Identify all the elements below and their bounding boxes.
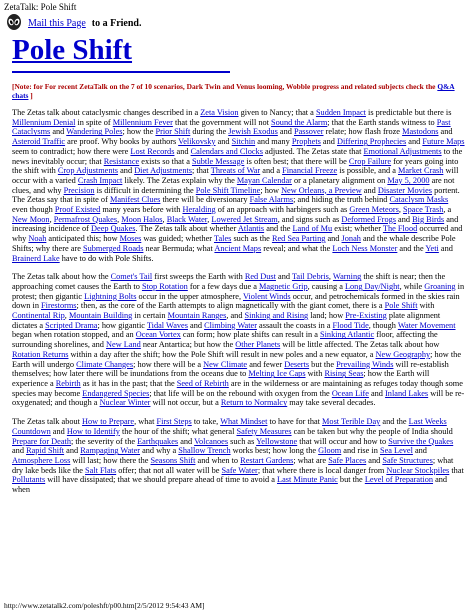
- topic-link[interactable]: False Alarms: [249, 195, 294, 205]
- paragraph: [12, 417, 465, 495]
- topic-link[interactable]: Yeti: [425, 243, 439, 253]
- topic-link[interactable]: Past Cataclysms: [12, 117, 451, 137]
- paragraph-text: even though: [12, 205, 55, 215]
- paragraph-text: are not clues, and why: [12, 175, 455, 195]
- paragraph-text: given to Nancy; that a: [238, 108, 316, 117]
- paragraph-text: is possible, and a: [337, 166, 398, 176]
- topic-link[interactable]: Brainerd Lake: [12, 253, 60, 263]
- topic-link[interactable]: Submerged Roads: [82, 243, 144, 253]
- topic-link[interactable]: Climbing Water: [204, 320, 257, 330]
- topic-link[interactable]: Magnetic Grip: [259, 281, 308, 291]
- paragraph-text: during the: [190, 127, 229, 137]
- topic-link[interactable]: Safety Measures: [236, 426, 292, 436]
- paragraph-text: and increasing incidence of: [12, 214, 459, 234]
- topic-link[interactable]: New Climate: [203, 359, 248, 369]
- paragraph-text: and rise in: [341, 446, 380, 456]
- paragraph-text: ; how: [260, 185, 282, 195]
- topic-link[interactable]: Mountain Building: [68, 311, 133, 321]
- paragraph-text: to take,: [191, 417, 221, 427]
- paragraph-text: relate; how flash froze: [323, 127, 403, 137]
- paragraph-text: ; what are: [293, 455, 329, 465]
- topic-link[interactable]: What Mindset: [220, 417, 268, 427]
- paragraph-text: can form; how plate shifts can result in a: [180, 330, 320, 340]
- paragraph-text: and when to: [195, 455, 241, 465]
- topic-link[interactable]: Salt Flats: [85, 465, 117, 475]
- topic-link[interactable]: Differing Prophecies: [337, 137, 407, 147]
- paragraph-text: as it has in the past; that the: [80, 378, 177, 388]
- paragraph-text: first sweeps the Earth with: [152, 272, 245, 282]
- paragraph-text: ; then, as the core of the Earth attempts to align magnetically with the giant comet, there is a: [76, 301, 385, 311]
- topic-link[interactable]: Permafrost Quakes: [53, 214, 118, 224]
- paragraph-text: , though: [368, 320, 398, 330]
- paragraph-text: portent. The Zetas say that in spite of: [12, 185, 460, 205]
- topic-link[interactable]: Financial Freeze: [282, 166, 338, 176]
- paragraph-text: and: [118, 166, 135, 176]
- paragraph-text: ; what dry lake beds like the: [12, 455, 454, 475]
- topic-link[interactable]: Prior Shift: [155, 127, 191, 137]
- paragraph-text: and: [215, 137, 232, 147]
- paragraph-text: and the: [380, 417, 409, 427]
- paragraph-text: is predictable but there is: [365, 108, 452, 117]
- topic-link[interactable]: Pole Shift: [384, 301, 418, 311]
- topic-link[interactable]: Rampaging Water: [80, 446, 141, 456]
- topic-link[interactable]: Water Movement: [397, 320, 456, 330]
- topic-link[interactable]: Restart Gardens: [240, 455, 294, 465]
- topic-link[interactable]: Yellowstone: [256, 436, 298, 446]
- qa-chats-link[interactable]: Q&A chats: [12, 82, 455, 100]
- topic-link[interactable]: Market Crash: [398, 166, 444, 176]
- paragraph-text: The Zetas talk about how the: [12, 272, 111, 282]
- paragraph-text: works best; how long the: [230, 446, 319, 456]
- paragraph-text: will have dissipated; that we should prepare ahead of time to avoid a: [45, 475, 277, 485]
- topic-link[interactable]: Mountain Ranges: [167, 311, 227, 321]
- paragraph-text: ; that where there is local danger from: [257, 465, 387, 475]
- page-header-title: ZetaTalk: Pole Shift: [4, 2, 77, 12]
- paragraph-text: The Zetas talk about cataclysmic changes described in a: [12, 108, 201, 117]
- paragraph-text: and: [187, 320, 205, 330]
- topic-link[interactable]: Precision: [63, 185, 95, 195]
- topic-link[interactable]: Lost Records: [130, 146, 175, 156]
- topic-link[interactable]: Tail Debris: [291, 272, 329, 282]
- topic-link[interactable]: Level of Preparation: [364, 475, 434, 485]
- paragraph-text: and: [406, 137, 423, 147]
- topic-link[interactable]: Asteroid Traffic: [12, 137, 66, 147]
- paragraph-text: the shift is near; then the approaching comet causes the Earth to: [12, 272, 446, 291]
- paragraph-text: occur, and petrochemicals formed in the skies rain down in: [12, 291, 460, 311]
- paragraph-text: and: [361, 185, 378, 195]
- paragraph-text: and: [277, 127, 294, 137]
- paragraph-text: and why a: [140, 446, 179, 456]
- paragraph-text: ; that the Earth stands witness to: [327, 117, 437, 127]
- paragraph-text: to the news inevitably occur; that: [12, 146, 463, 166]
- paragraph-text: , while: [399, 281, 425, 291]
- paragraph-text: ,: [64, 311, 69, 321]
- paragraph-text: ,: [328, 272, 333, 282]
- paragraph-text: and: [174, 146, 191, 156]
- topic-link[interactable]: Nuclear Winter: [99, 398, 151, 408]
- topic-link[interactable]: Earthquakes: [137, 436, 179, 446]
- topic-link[interactable]: Violent Winds: [242, 291, 291, 301]
- topic-link[interactable]: Jewish Exodus: [228, 127, 278, 137]
- topic-link[interactable]: Last Minute Panic: [277, 475, 338, 485]
- paragraph-text: likely. The Zetas explain why the: [122, 175, 237, 185]
- paragraph-text: ,: [49, 214, 54, 224]
- topic-link[interactable]: Warning: [332, 272, 362, 282]
- paragraph-text: with: [417, 301, 435, 311]
- topic-link[interactable]: Zeta Vision: [200, 108, 239, 117]
- topic-link[interactable]: Seasons Shift: [150, 455, 196, 465]
- paragraph-text: are in the wilderness or are maintaining as refuges today though some species may become: [12, 378, 463, 398]
- topic-link[interactable]: Proof Existed: [54, 205, 101, 215]
- paragraph-text: is difficult in determining the: [94, 185, 196, 195]
- topic-link[interactable]: Comet's Tail: [110, 272, 153, 282]
- paragraph-text: , and signs such as: [277, 214, 342, 224]
- paragraph-text: offer; that not all water will be: [116, 465, 222, 475]
- topic-link[interactable]: Return to Normalcy: [220, 398, 288, 408]
- topic-link[interactable]: Tidal Waves: [146, 320, 188, 330]
- topic-link[interactable]: Jonah: [341, 234, 361, 244]
- paragraph: [12, 108, 465, 263]
- paragraph-text: that will occur and how to: [297, 436, 389, 446]
- page-url-footer: http://www.zetatalk2.com/poleshft/p00.htm[2/5/2012 9:54:43 AM]: [4, 601, 205, 610]
- topic-link[interactable]: Rebirth: [55, 378, 81, 388]
- recent-note: [12, 82, 464, 100]
- paragraph-text: ; how there will be a: [133, 359, 204, 369]
- topic-link[interactable]: Millennium Fever: [112, 117, 173, 127]
- topic-link[interactable]: Most Terible Day: [322, 417, 381, 427]
- topic-link[interactable]: Last Weeks Countdown: [12, 417, 447, 436]
- paragraph-text: and many: [255, 137, 292, 147]
- topic-link[interactable]: Threats of War: [210, 166, 261, 176]
- topic-link[interactable]: Groaning: [424, 281, 456, 291]
- topic-link[interactable]: Diet Adjustments: [134, 166, 193, 176]
- topic-link[interactable]: Flood Tide: [332, 320, 369, 330]
- topic-link[interactable]: Prepare for Death: [12, 436, 71, 446]
- paragraph-text: and: [275, 272, 292, 282]
- paragraph-text: and: [325, 234, 342, 244]
- topic-link[interactable]: Land of Mu: [292, 224, 333, 234]
- paragraph-text: ; that life will be on the rebound with oxygen from the: [149, 388, 332, 398]
- paragraph-text: may take several decades.: [287, 398, 376, 408]
- topic-link[interactable]: Sinking Atlantic: [320, 330, 375, 340]
- topic-link[interactable]: Emotional Adjustments: [363, 146, 442, 156]
- topic-link[interactable]: Other Planets: [235, 340, 281, 350]
- paragraph-text: ; how the: [122, 127, 156, 137]
- topic-link[interactable]: Sudden Impact: [315, 108, 366, 117]
- topic-link[interactable]: Sound the Alarm: [271, 117, 328, 127]
- topic-link[interactable]: Cataclysm Masks: [389, 195, 449, 205]
- mail-friend-bar: [6, 14, 142, 32]
- paragraph-text: began when rotation stopped, and an: [12, 330, 136, 340]
- paragraph-text: and: [395, 214, 413, 224]
- paragraph-text: ; that: [192, 166, 211, 176]
- paragraph-text: and: [438, 243, 453, 253]
- paragraph-text: with: [305, 369, 325, 379]
- paragraph-text: of an approach with harbingers such as: [215, 205, 350, 215]
- topic-link[interactable]: Green Meteors: [349, 205, 399, 215]
- paragraph-text: and: [368, 388, 386, 398]
- topic-link[interactable]: Crop Failure: [348, 156, 392, 166]
- article-body: [12, 108, 465, 504]
- topic-link[interactable]: How to Prepare: [82, 417, 135, 427]
- topic-link[interactable]: New Geography: [375, 349, 431, 359]
- topic-link[interactable]: Prophets: [291, 137, 321, 147]
- paragraph-text: ; and hiding the truth behind: [293, 195, 390, 205]
- paragraph-text: exists so that a: [139, 156, 192, 166]
- topic-link[interactable]: Long Day/Night: [344, 281, 400, 291]
- topic-link[interactable]: New Orleans, a Preview: [281, 185, 362, 195]
- paragraph-text: near Bermuda; what: [143, 243, 215, 253]
- paragraph-text: ,: [398, 205, 404, 215]
- topic-link[interactable]: Moon Halos: [121, 214, 163, 224]
- topic-link[interactable]: Deep Quakes: [91, 224, 136, 234]
- topic-link[interactable]: Mayan Calendar: [236, 175, 292, 185]
- topic-link[interactable]: Atmosphere Loss: [12, 455, 71, 465]
- topic-link[interactable]: Volcanoes: [194, 436, 229, 446]
- topic-link[interactable]: Red Dust: [244, 272, 276, 282]
- mail-page-tail: to a Friend.: [91, 17, 142, 29]
- paragraph-text: floor, affecting the surrounding shorelines, and: [12, 330, 438, 350]
- paragraph-text: the hour of the shift; what general: [119, 426, 237, 436]
- paragraph-text: and the whale describe Pole Shifts; why there are: [12, 234, 456, 253]
- topic-link[interactable]: Atlantis: [237, 224, 265, 234]
- topic-link[interactable]: Endangered Species: [82, 388, 150, 398]
- paragraph-text: plate alignment dictates a: [12, 311, 441, 330]
- paragraph-text: , and: [226, 311, 245, 321]
- topic-link[interactable]: Manifest Clues: [109, 195, 161, 205]
- topic-link[interactable]: The Flood: [382, 224, 418, 234]
- topic-link[interactable]: Shallow Trench: [178, 446, 231, 456]
- paragraph-text: can be taken but why the people of India should: [291, 426, 453, 436]
- paragraph-text: and the: [264, 224, 293, 234]
- topic-link[interactable]: Tales: [213, 234, 232, 244]
- paragraph-text: will occur with a varied: [12, 166, 459, 185]
- topic-link[interactable]: May 5, 2000: [387, 175, 430, 185]
- paragraph-text: in certain: [132, 311, 168, 321]
- topic-link[interactable]: Continental Rip: [12, 311, 65, 321]
- topic-link[interactable]: Moses: [119, 234, 142, 244]
- paragraph-text: and: [366, 455, 383, 465]
- paragraph-text: The Zetas talk about: [12, 417, 83, 427]
- topic-link[interactable]: Climate Changes: [76, 359, 134, 369]
- paragraph-text: within a day after the shift; how the Pole Shift will result in new poles and a new equator, a: [68, 349, 376, 359]
- topic-link[interactable]: Space Trash: [403, 205, 444, 215]
- topic-link[interactable]: Lowered Jet Stream: [211, 214, 278, 224]
- topic-link[interactable]: Safe Places: [328, 455, 367, 465]
- paragraph-text: anticipated this; how: [46, 234, 120, 244]
- paragraph-text: and the: [397, 243, 426, 253]
- paragraph-text: in spite of: [75, 117, 113, 127]
- topic-link[interactable]: Calendars and Clocks: [190, 146, 263, 156]
- topic-link[interactable]: Big Birds: [412, 214, 445, 224]
- topic-link[interactable]: Survive the Quakes: [388, 436, 454, 446]
- paragraph-text: such as: [228, 436, 257, 446]
- paragraph-text: and: [64, 446, 81, 456]
- paragraph-text: that: [449, 465, 464, 475]
- topic-link[interactable]: Loch Ness Monster: [332, 243, 398, 253]
- paragraph-text: or a planetary alignment on: [291, 175, 388, 185]
- paragraph-text: for a few days due a: [187, 281, 259, 291]
- paragraph-text: will not occur, but a: [150, 398, 221, 408]
- note-tail: ]: [28, 91, 33, 100]
- topic-link[interactable]: Seed of Rebirth: [176, 378, 229, 388]
- topic-link[interactable]: Sitchin: [231, 137, 256, 147]
- paragraph-text: ; the severity of the: [70, 436, 138, 446]
- topic-link[interactable]: Velikovsky: [178, 137, 216, 147]
- paragraph-text: for years going into the shift with: [12, 156, 459, 176]
- alien-head-icon: [6, 14, 22, 32]
- paragraph-text: that the government will not: [172, 117, 272, 127]
- topic-link[interactable]: Rotation Returns: [12, 349, 69, 359]
- paragraph-text: and: [178, 436, 195, 446]
- paragraph-text: land; how: [308, 311, 346, 321]
- mail-page-link[interactable]: Mail this Page: [28, 17, 86, 29]
- topic-link[interactable]: Mastodons: [402, 127, 439, 137]
- paragraph-text: and: [438, 127, 453, 137]
- paragraph-text: but the: [309, 359, 337, 369]
- topic-link[interactable]: Nuclear Stockpiles: [386, 465, 450, 475]
- title-rule: [12, 71, 230, 73]
- topic-link[interactable]: Rapid Shift: [26, 446, 65, 456]
- paragraph: [12, 272, 465, 408]
- topic-link[interactable]: Scripted Drama: [45, 320, 98, 330]
- topic-link[interactable]: Ocean Vortex: [135, 330, 181, 340]
- topic-link[interactable]: Deserts: [284, 359, 310, 369]
- paragraph-text: will be little affected. The Zetas talk about how: [280, 340, 440, 350]
- topic-link[interactable]: First Steps: [156, 417, 192, 427]
- topic-link[interactable]: Wandering Poles: [66, 127, 123, 137]
- paragraph-text: in protest; then gigantic: [12, 281, 465, 301]
- paragraph-text: ,: [207, 214, 212, 224]
- topic-link[interactable]: Passover: [294, 127, 324, 137]
- topic-link[interactable]: Pole Shift Timeline: [195, 185, 261, 195]
- topic-link[interactable]: Crop Adjustments: [57, 166, 119, 176]
- paragraph-text: was guided; whether: [141, 234, 214, 244]
- paragraph-text: and: [12, 446, 27, 456]
- topic-link[interactable]: Resistance: [103, 156, 140, 166]
- topic-link[interactable]: Safe Structures: [382, 455, 433, 465]
- paragraph-text: such as the: [231, 234, 272, 244]
- topic-link[interactable]: Ancient Maps: [214, 243, 262, 253]
- topic-link[interactable]: Disaster Movies: [377, 185, 432, 195]
- paragraph-text: to have for that: [267, 417, 323, 427]
- page-title: Pole Shift: [12, 34, 133, 66]
- topic-link[interactable]: Firestorms: [41, 301, 77, 311]
- paragraph-text: occurred and why: [12, 224, 463, 244]
- topic-link[interactable]: New Moon: [12, 214, 50, 224]
- paragraph-text: and: [50, 127, 67, 137]
- paragraph-text: ,: [117, 214, 122, 224]
- paragraph-text: will last; how there the: [70, 455, 151, 465]
- paragraph-text: , causing a: [307, 281, 345, 291]
- paragraph-text: will re-establish themselves; how later there will be inundations from the oceans due to: [12, 359, 449, 379]
- paragraph-text: adjusted. The Zetas state that: [262, 146, 364, 156]
- paragraph-text: and: [320, 137, 337, 147]
- paragraph-text: will be re-oxygenated; and though a: [12, 388, 465, 408]
- paragraph-text: near Antartica; but how the: [140, 340, 236, 350]
- paragraph-text: occur in the upper atmosphere,: [136, 291, 243, 301]
- paragraph-text: and a: [260, 166, 283, 176]
- topic-link[interactable]: Sea Level: [379, 446, 413, 456]
- topic-link[interactable]: Inland Lakes: [385, 388, 429, 398]
- topic-link[interactable]: Deformed Frogs: [341, 214, 396, 224]
- topic-link[interactable]: Prevailing Winds: [336, 359, 394, 369]
- paragraph-text: and fewer: [247, 359, 285, 369]
- topic-link[interactable]: Safe Water: [221, 465, 258, 475]
- paragraph-text: but the: [337, 475, 365, 485]
- topic-link[interactable]: How to Identify: [66, 426, 120, 436]
- paragraph-text: is often best; that there will be: [244, 156, 349, 166]
- topic-link[interactable]: Sinking and Rising: [244, 311, 309, 321]
- topic-link[interactable]: Future Maps: [422, 137, 465, 147]
- topic-link[interactable]: Lightning Bolts: [84, 291, 137, 301]
- topic-link[interactable]: Black Water: [166, 214, 208, 224]
- paragraph-text: ; how the Earth will undergo: [12, 349, 462, 369]
- paragraph-text: , a: [443, 205, 452, 215]
- paragraph-text: have to do with Pole Shifts.: [59, 253, 154, 263]
- topic-link[interactable]: Pollutants: [12, 475, 46, 485]
- paragraph-text: , what: [134, 417, 157, 427]
- topic-link[interactable]: Ocean Life: [331, 388, 369, 398]
- topic-link[interactable]: Heralding: [182, 205, 216, 215]
- paragraph-text: and when: [12, 475, 448, 495]
- paragraph-text: and: [50, 426, 67, 436]
- paragraph-text: many years before with: [100, 205, 183, 215]
- topic-link[interactable]: Rising Seas: [324, 369, 364, 379]
- paragraph-text: ; how gigantic: [97, 320, 147, 330]
- paragraph-text: ,: [162, 214, 167, 224]
- topic-link[interactable]: Stop Rotation: [141, 281, 188, 291]
- paragraph-text: seem to contradict; how there were: [12, 146, 131, 156]
- topic-link[interactable]: New Land: [106, 340, 141, 350]
- paragraph-text: there will be diversionary: [160, 195, 250, 205]
- paragraph-text: reveal; and what the: [261, 243, 333, 253]
- topic-link[interactable]: Crash Impact: [77, 175, 123, 185]
- paragraph-text: are proof. Why books by authors: [65, 137, 179, 147]
- topic-link[interactable]: Noah: [28, 234, 47, 244]
- paragraph-text: and: [412, 446, 427, 456]
- note-lead: [Note: for For recent ZetaTalk on the 7 of 10 scenarios, Dark Twin and Venus looming, Wobble progress and related subjects check the: [12, 82, 438, 91]
- topic-link[interactable]: Melting Ice Caps: [248, 369, 306, 379]
- paragraph-text: . The Zetas talk about whether: [135, 224, 238, 234]
- topic-link[interactable]: Pre-Existing: [345, 311, 387, 321]
- topic-link[interactable]: Gloom: [318, 446, 342, 456]
- topic-link[interactable]: Red Sea Parting: [271, 234, 326, 244]
- paragraph-text: ; how the Earth will experience a: [12, 369, 430, 388]
- paragraph-text: exist; whether: [332, 224, 383, 234]
- topic-link[interactable]: Millennium Denial: [12, 117, 76, 127]
- topic-link[interactable]: Subtle Message: [191, 156, 245, 166]
- paragraph-text: assault the coasts in a: [256, 320, 333, 330]
